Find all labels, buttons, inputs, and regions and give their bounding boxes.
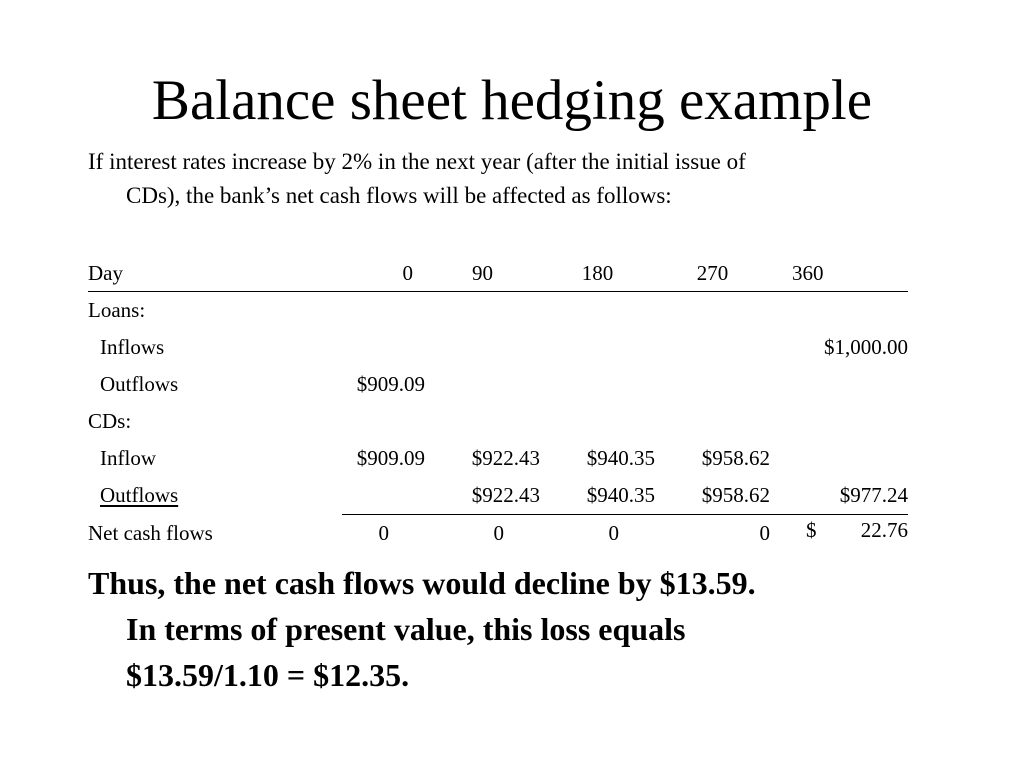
currency-symbol: $ [806,518,817,542]
table-cell [338,329,425,366]
table-cell [425,329,540,366]
table-cell [770,440,908,477]
table-header-row [88,255,908,292]
conclusion-line-3: $13.59/1.10 = $12.35. [126,657,410,693]
row-label [88,477,338,515]
table-row [88,329,908,366]
table-row [88,440,908,477]
header-day-cell: 180 [540,255,655,292]
row-label-text: Outflows [100,483,179,508]
row-label: Net cash flows [88,520,213,545]
table-cell: $977.24 [770,477,908,515]
table-cell [655,366,770,403]
row-label: Outflows [100,372,179,396]
intro-line-1: If interest rates increase by 2% in the next year (after the initial issue of [88,149,746,174]
table-row [88,515,908,553]
table-row [88,292,908,330]
table-cell: 0 [493,521,504,545]
intro-line-2: CDs), the bank’s net cash flows will be affected as follows: [126,183,672,208]
table-cell: 0 [378,521,389,545]
table-cell [770,366,908,403]
table-cell: $922.43 [425,477,540,515]
header-day-cell: 90 [425,255,540,292]
table-cell [338,477,425,515]
header-day-cell: 360 [770,255,908,292]
header-day-cell: 0 [338,255,425,292]
table-cell [770,515,908,553]
section-label-loans: Loans: [88,298,146,322]
net-value: 22.76 [860,518,908,542]
table-row [88,366,908,403]
table-cell: $1,000.00 [824,335,908,359]
table-cell: $909.09 [356,372,425,396]
intro-paragraph [88,145,918,213]
table-cell: 0 [759,521,770,545]
table-cell [655,329,770,366]
cash-flow-table [88,255,908,552]
table-cell: $909.09 [356,446,425,470]
table-cell: $940.35 [540,477,655,515]
conclusion-paragraph [88,560,968,698]
table-cell: $940.35 [586,446,655,470]
row-label: Inflows [100,335,165,359]
table-row [88,403,908,440]
section-label-cds: CDs: [88,409,132,433]
conclusion-line-2: In terms of present value, this loss equals [126,611,686,647]
slide-title: Balance sheet hedging example [151,69,873,132]
header-day-label: Day [88,255,338,292]
table-cell: 0 [608,521,619,545]
table-cell: $922.43 [471,446,540,470]
conclusion-line-1: Thus, the net cash flows would decline by $13.59. [88,565,756,601]
row-label: Inflow [100,446,156,470]
table-row [88,477,908,515]
table-cell [540,329,655,366]
table-cell: $958.62 [701,446,770,470]
table-cell: $958.62 [655,477,770,515]
table-cell [540,366,655,403]
header-day-cell: 270 [655,255,770,292]
table-cell [425,366,540,403]
